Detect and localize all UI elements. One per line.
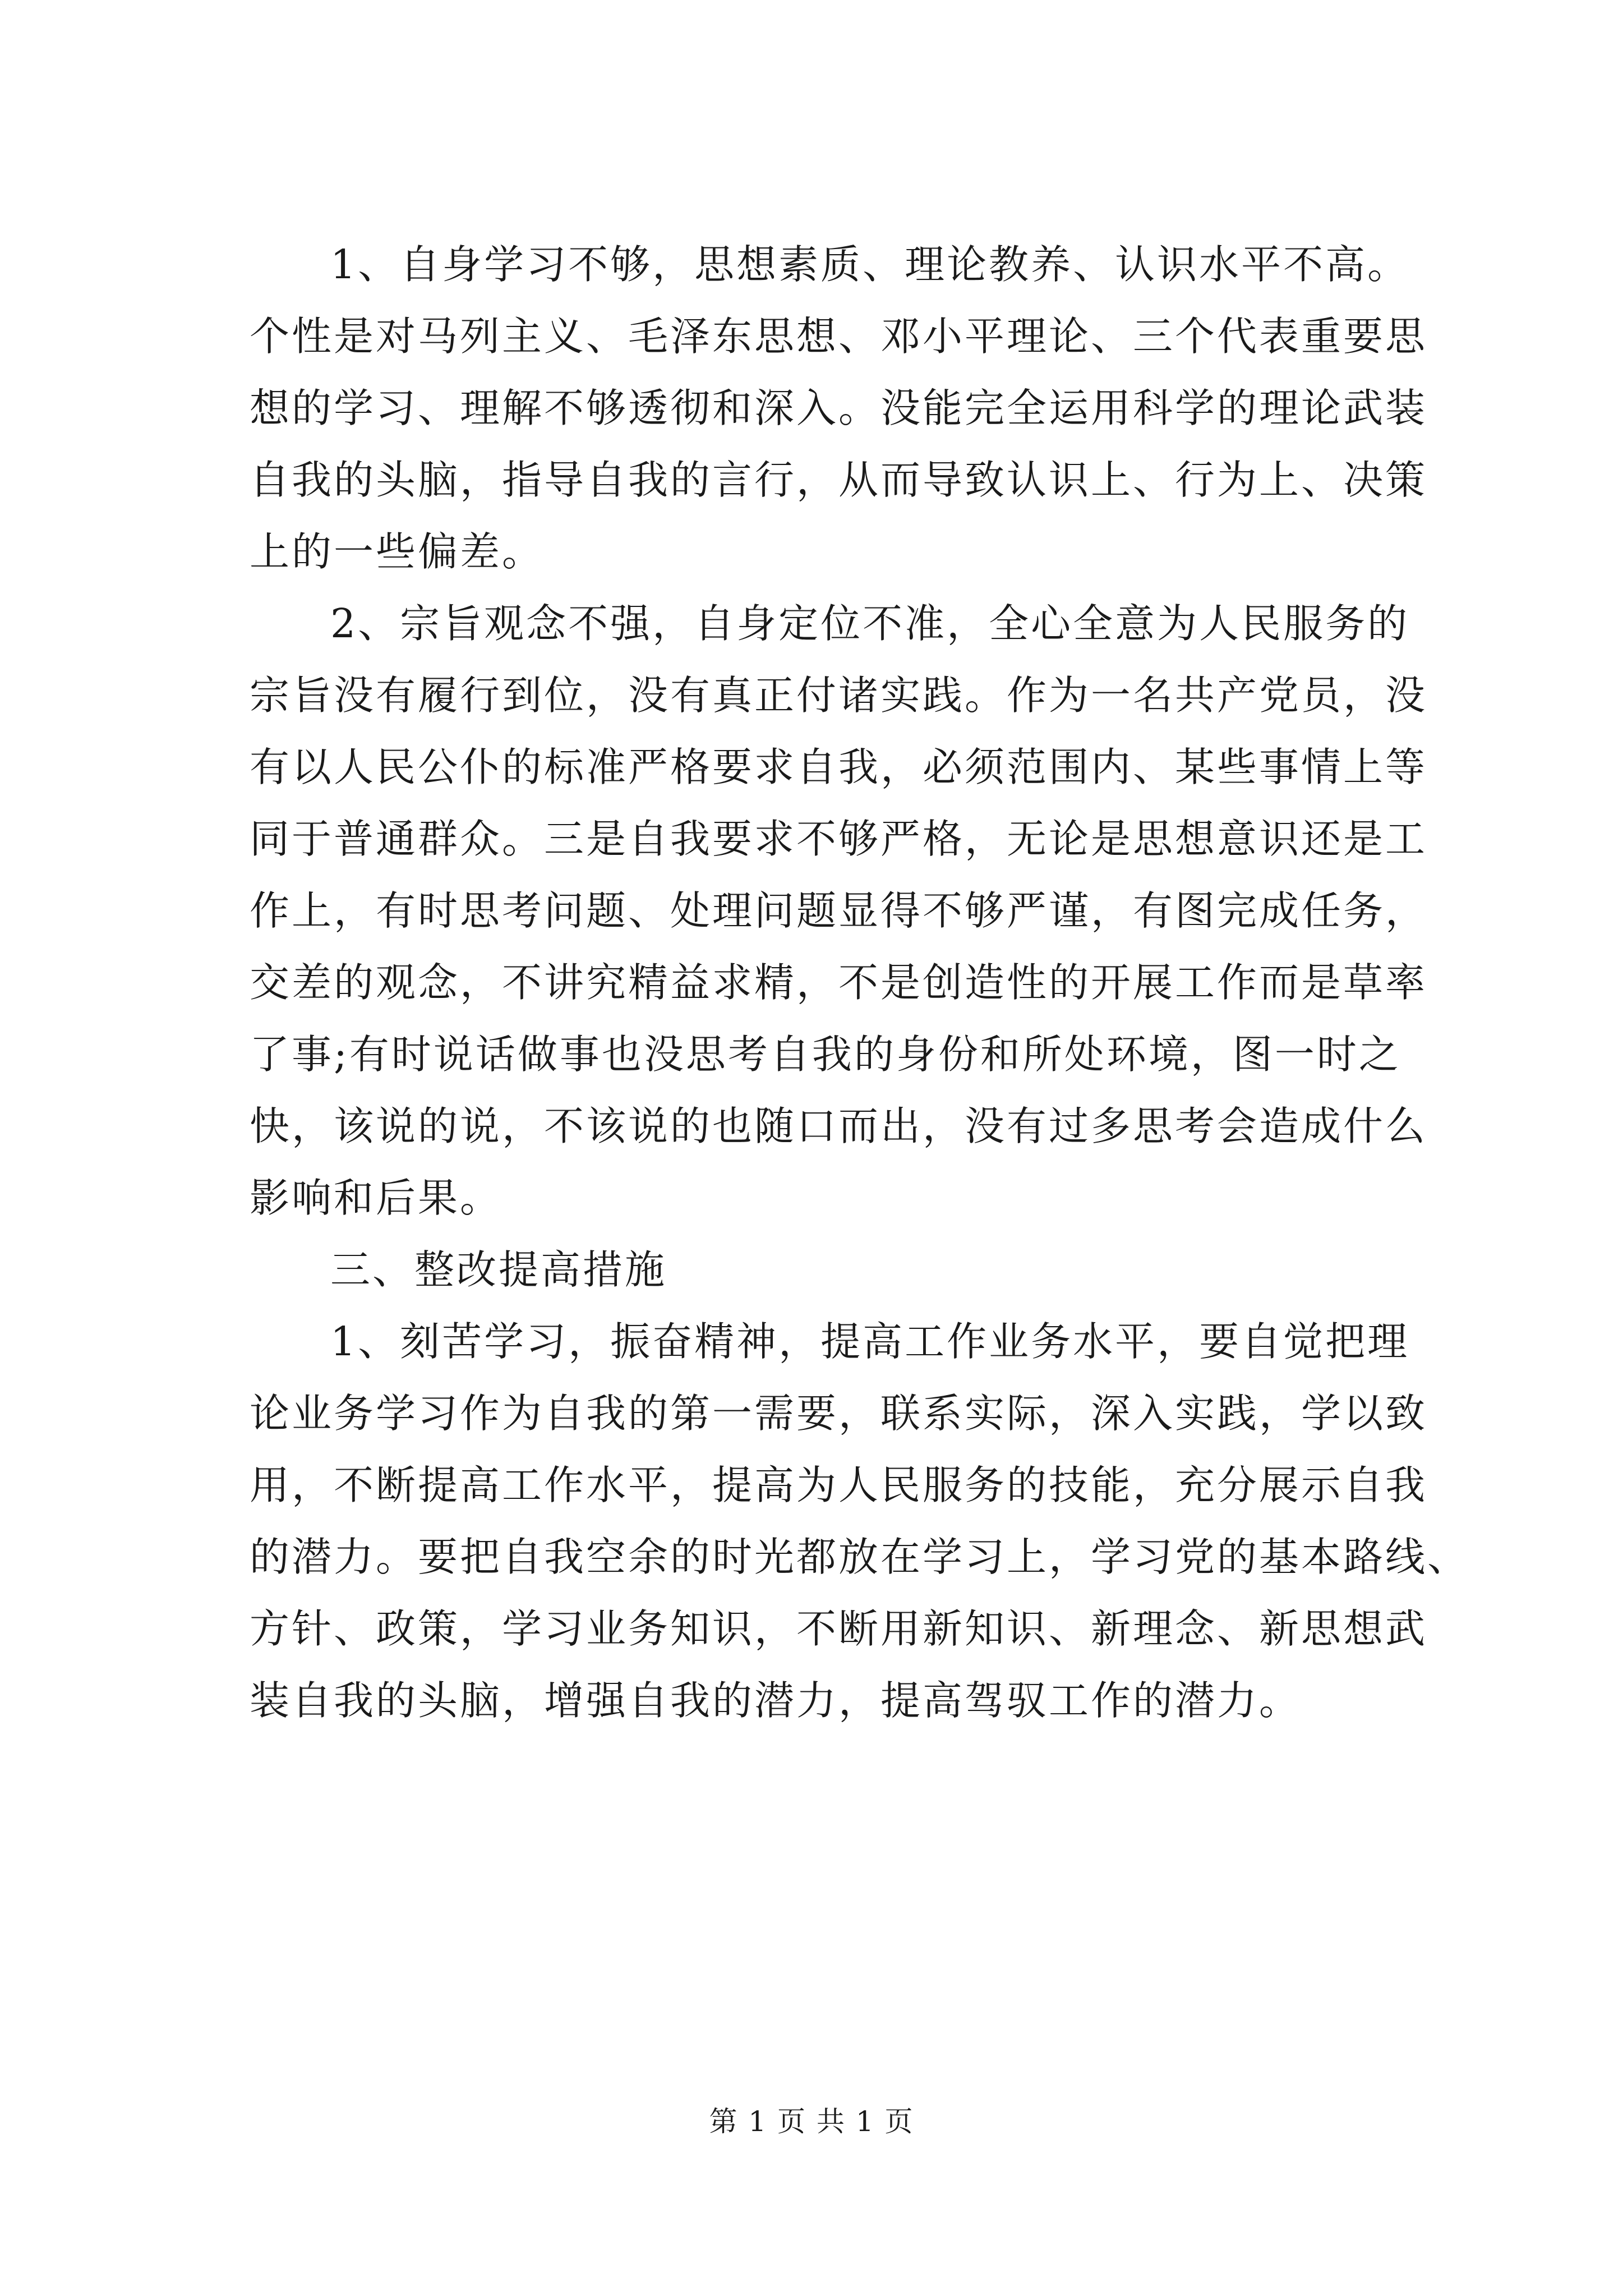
text-line: 想的学习、理解不够透彻和深入。没能完全运用科学的理论武装: [250, 385, 1428, 431]
text-line: 用，不断提高工作水平，提高为人民服务的技能，充分展示自我: [250, 1462, 1428, 1508]
text-line: 论业务学习作为自我的第一需要，联系实际，深入实践，学以致: [250, 1390, 1428, 1437]
text-line: 有以人民公仆的标准严格要求自我，必须范围内、某些事情上等: [250, 744, 1428, 790]
text-line: 上的一些偏差。: [250, 528, 545, 575]
text-line: 快，该说的说，不该说的也随口而出，没有过多思考会造成什么: [250, 1103, 1428, 1149]
document-body: [250, 229, 1470, 1737]
text-line: 自我的头脑，指导自我的言行，从而导致认识上、行为上、决策: [250, 457, 1428, 503]
text-line: 装自我的头脑，增强自我的潜力，提高驾驭工作的潜力。: [250, 1677, 1302, 1724]
text-line: 宗旨没有履行到位，没有真正付诸实践。作为一名共产党员，没: [250, 672, 1428, 719]
paragraph-purpose-concept: [250, 588, 1433, 1234]
text-line: 作上，有时思考问题、处理问题显得不够严谨，有图完成任务，: [250, 887, 1428, 934]
text-line: 1、刻苦学习，振奋精神，提高工作业务水平，要自觉把理: [330, 1318, 1410, 1365]
text-line: 了事;有时说话做事也没思考自我的身份和所处环境，图一时之: [250, 1031, 1401, 1078]
page-number-footer: 第 1 页 共 1 页: [709, 2105, 914, 2138]
text-line: 1、自身学习不够，思想素质、理论教养、认识水平不高。: [330, 241, 1410, 288]
section-heading: [250, 1234, 1433, 1306]
text-line: 交差的观念，不讲究精益求精，不是创造性的开展工作而是草率: [250, 959, 1428, 1006]
paragraph-study-hard: [250, 1306, 1470, 1737]
text-line: 个性是对马列主义、毛泽东思想、邓小平理论、三个代表重要思: [250, 313, 1428, 360]
text-line: 的潜力。要把自我空余的时光都放在学习上，学习党的基本路线、: [250, 1534, 1470, 1580]
paragraph-self-study: [250, 229, 1433, 588]
text-line: 2、宗旨观念不强，自身定位不准，全心全意为人民服务的: [330, 600, 1410, 647]
heading-line: 三、整改提高措施: [330, 1246, 667, 1293]
text-line: 影响和后果。: [250, 1175, 502, 1221]
text-line: 同于普通群众。三是自我要求不够严格，无论是思想意识还是工: [250, 816, 1428, 862]
text-line: 方针、政策，学习业务知识，不断用新知识、新理念、新思想武: [250, 1605, 1428, 1652]
